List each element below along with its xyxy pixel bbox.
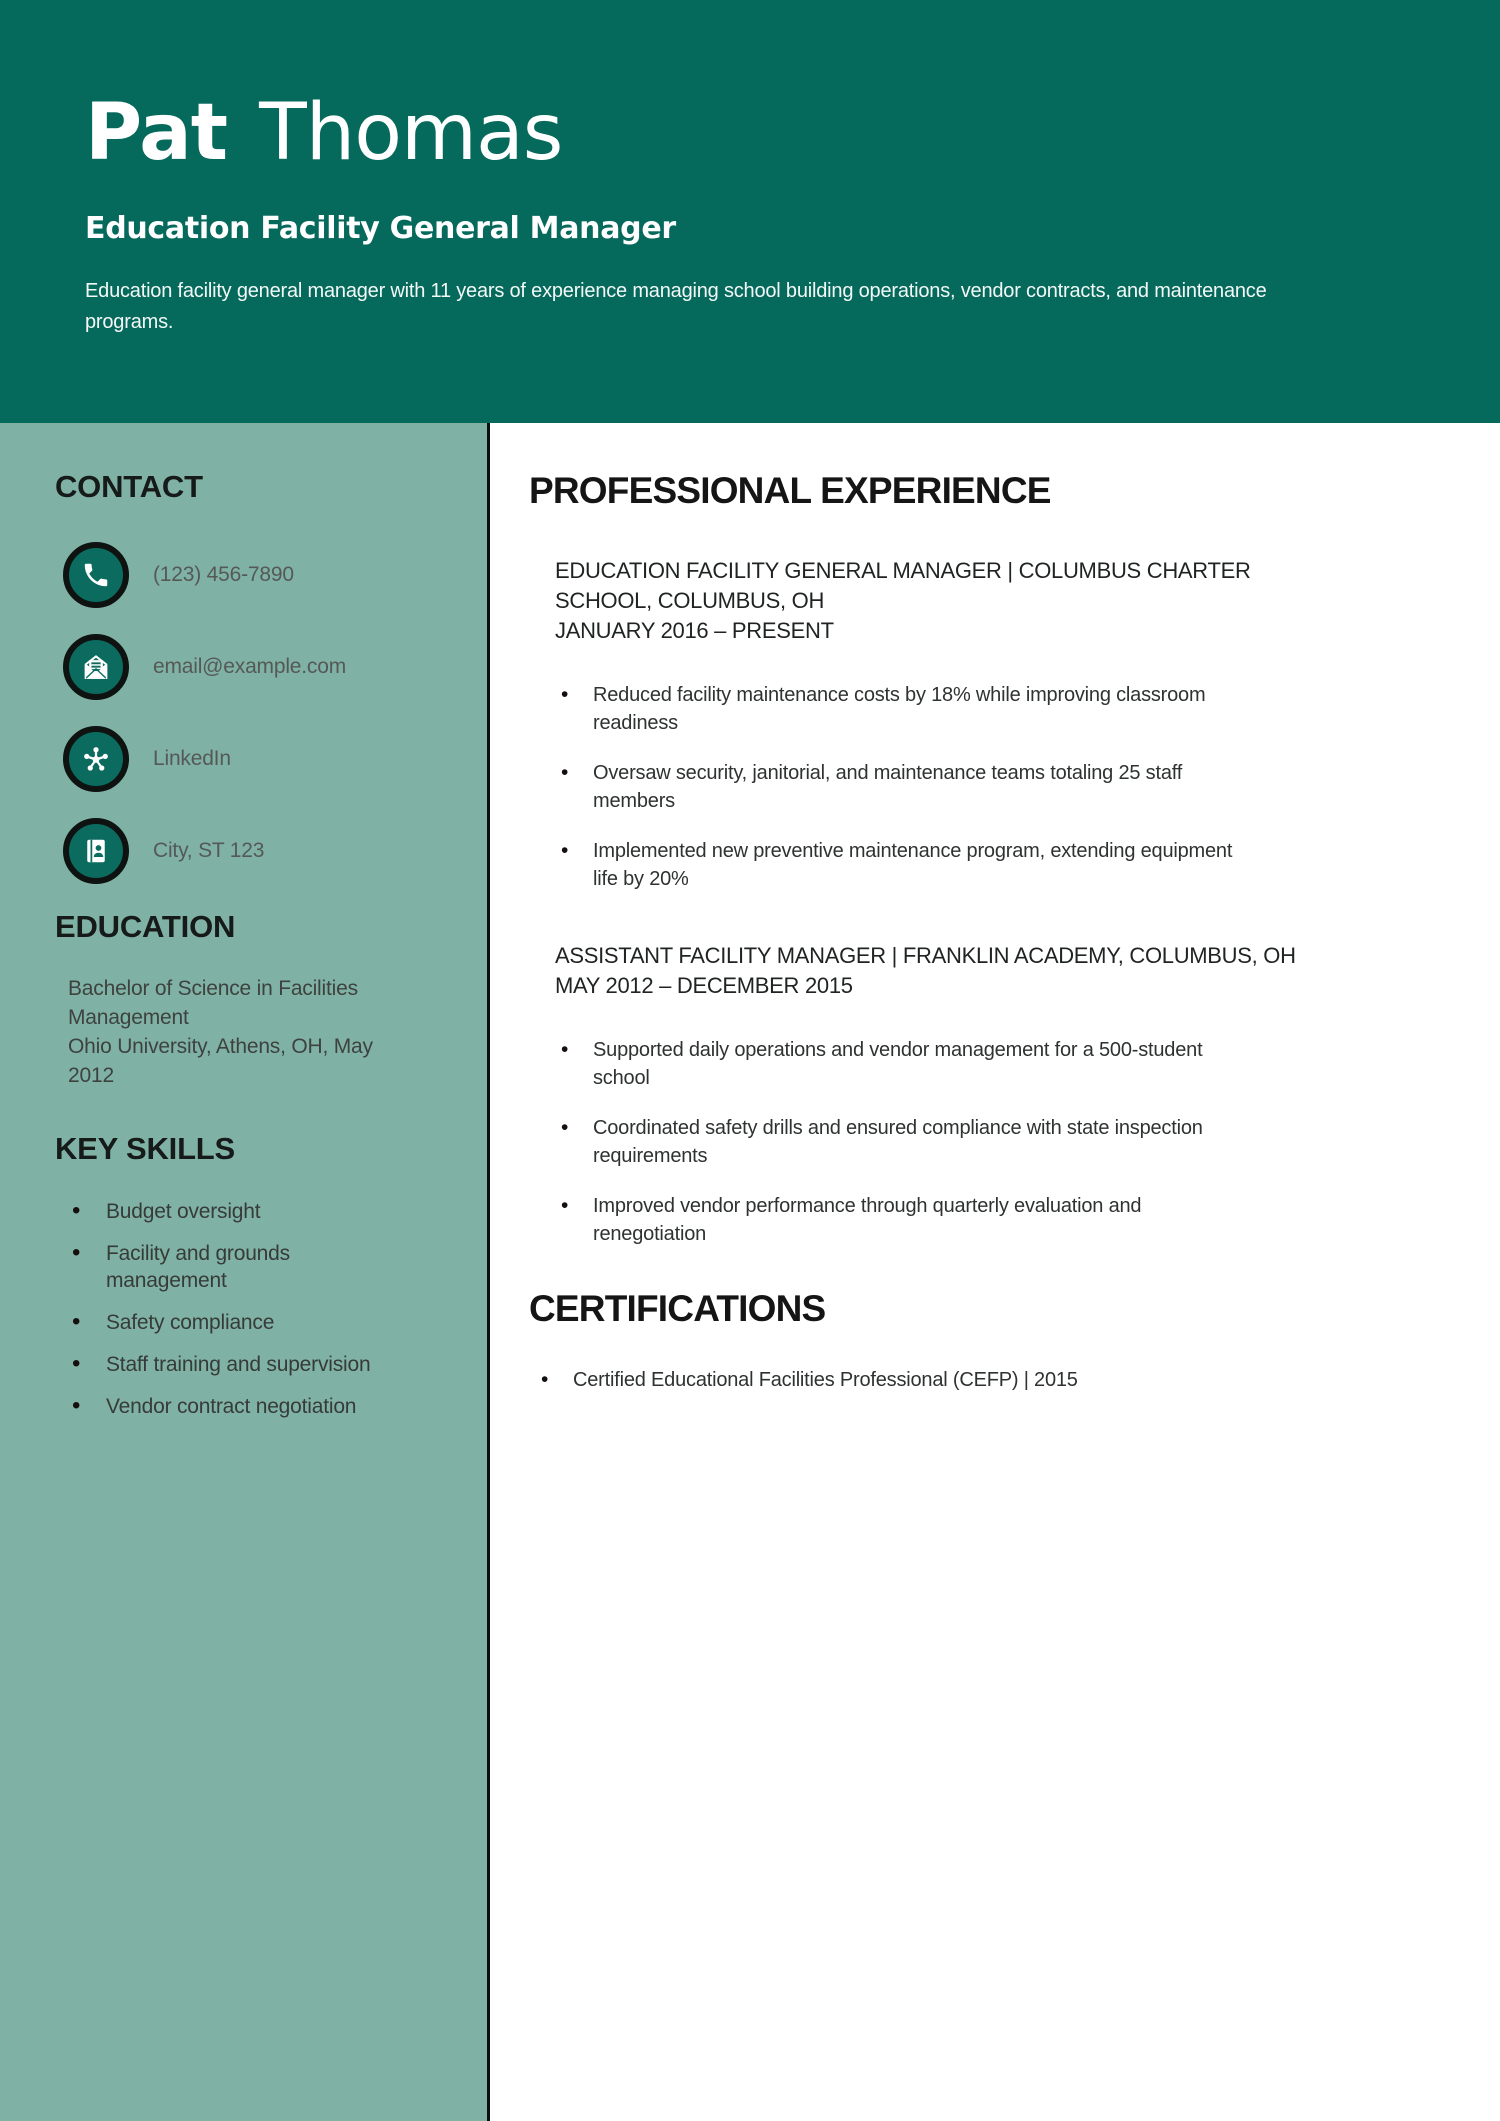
professional-summary: Education facility general manager with 11 years of experience managing school building operations, vendor contracts, and maintenance programs. <box>85 280 1267 334</box>
email-icon <box>63 634 129 700</box>
main-column <box>493 423 1500 2121</box>
job-bullet: • Implemented new preventive maintenance program, extending equipment life by 20% <box>561 837 1233 893</box>
contact-row-location <box>63 818 459 884</box>
education-entry <box>68 974 403 1090</box>
phone-icon <box>63 542 129 608</box>
skill-item: • Facility and grounds management <box>72 1240 406 1294</box>
phone-value: (123) 456-7890 <box>153 563 294 587</box>
job-bullet: • Improved vendor performance through quarterly evaluation and renegotiation <box>561 1192 1233 1248</box>
job-entry-2 <box>555 941 1460 1248</box>
sidebar <box>0 423 490 2121</box>
person-name <box>85 86 1420 181</box>
job-bullet: • Oversaw security, janitorial, and maintenance teams totaling 25 staff members <box>561 759 1233 815</box>
job-bullet-list <box>561 681 1460 893</box>
skill-item: • Budget oversight <box>72 1198 406 1225</box>
header-band <box>0 0 1500 423</box>
certifications-heading: CERTIFICATIONS <box>529 1287 826 1329</box>
contact-list <box>63 542 459 884</box>
location-icon <box>63 818 129 884</box>
contact-row-phone <box>63 542 459 608</box>
experience-heading: PROFESSIONAL EXPERIENCE <box>529 470 1051 511</box>
linkedin-value: LinkedIn <box>153 747 231 771</box>
person-last-name: Thomas <box>259 88 563 178</box>
job-bullet: • Coordinated safety drills and ensured compliance with state inspection requirements <box>561 1114 1233 1170</box>
certification-item: • Certified Educational Facilities Professional (CEFP) | 2015 <box>541 1366 1273 1394</box>
job-dates: MAY 2012 – DECEMBER 2015 <box>555 972 853 998</box>
education-heading: EDUCATION <box>55 909 236 945</box>
education-school: Ohio University, Athens, OH, May 2012 <box>68 1035 373 1088</box>
skill-item: • Vendor contract negotiation <box>72 1393 406 1420</box>
job-entry-1 <box>555 556 1460 893</box>
skill-item: • Staff training and supervision <box>72 1351 406 1378</box>
key-skills-heading: KEY SKILLS <box>55 1131 236 1167</box>
skills-list <box>72 1198 459 1420</box>
job-title: ASSISTANT FACILITY MANAGER | FRANKLIN ACADEMY, COLUMBUS, OH <box>555 942 1296 968</box>
job-dates: JANUARY 2016 – PRESENT <box>555 617 834 643</box>
person-first-name: Pat <box>85 88 227 178</box>
certifications-list <box>541 1366 1460 1394</box>
job-bullet-list <box>561 1036 1460 1248</box>
job-title: EDUCATION FACILITY GENERAL MANAGER | COLUMBUS CHARTER <box>555 557 1251 583</box>
contact-row-linkedin <box>63 726 459 792</box>
skill-item: • Safety compliance <box>72 1309 406 1336</box>
contact-heading: CONTACT <box>55 469 203 504</box>
location-value: City, ST 123 <box>153 839 265 863</box>
linkedin-icon <box>63 726 129 792</box>
job-title-continued: SCHOOL, COLUMBUS, OH <box>555 587 825 613</box>
email-value: email@example.com <box>153 655 346 679</box>
header-job-title: Education Facility General Manager <box>85 211 676 247</box>
contact-row-email <box>63 634 459 700</box>
job-bullet: • Supported daily operations and vendor management for a 500-student school <box>561 1036 1233 1092</box>
education-degree: Bachelor of Science in Facilities Management <box>68 977 358 1030</box>
job-bullet: • Reduced facility maintenance costs by 18% while improving classroom readiness <box>561 681 1233 737</box>
